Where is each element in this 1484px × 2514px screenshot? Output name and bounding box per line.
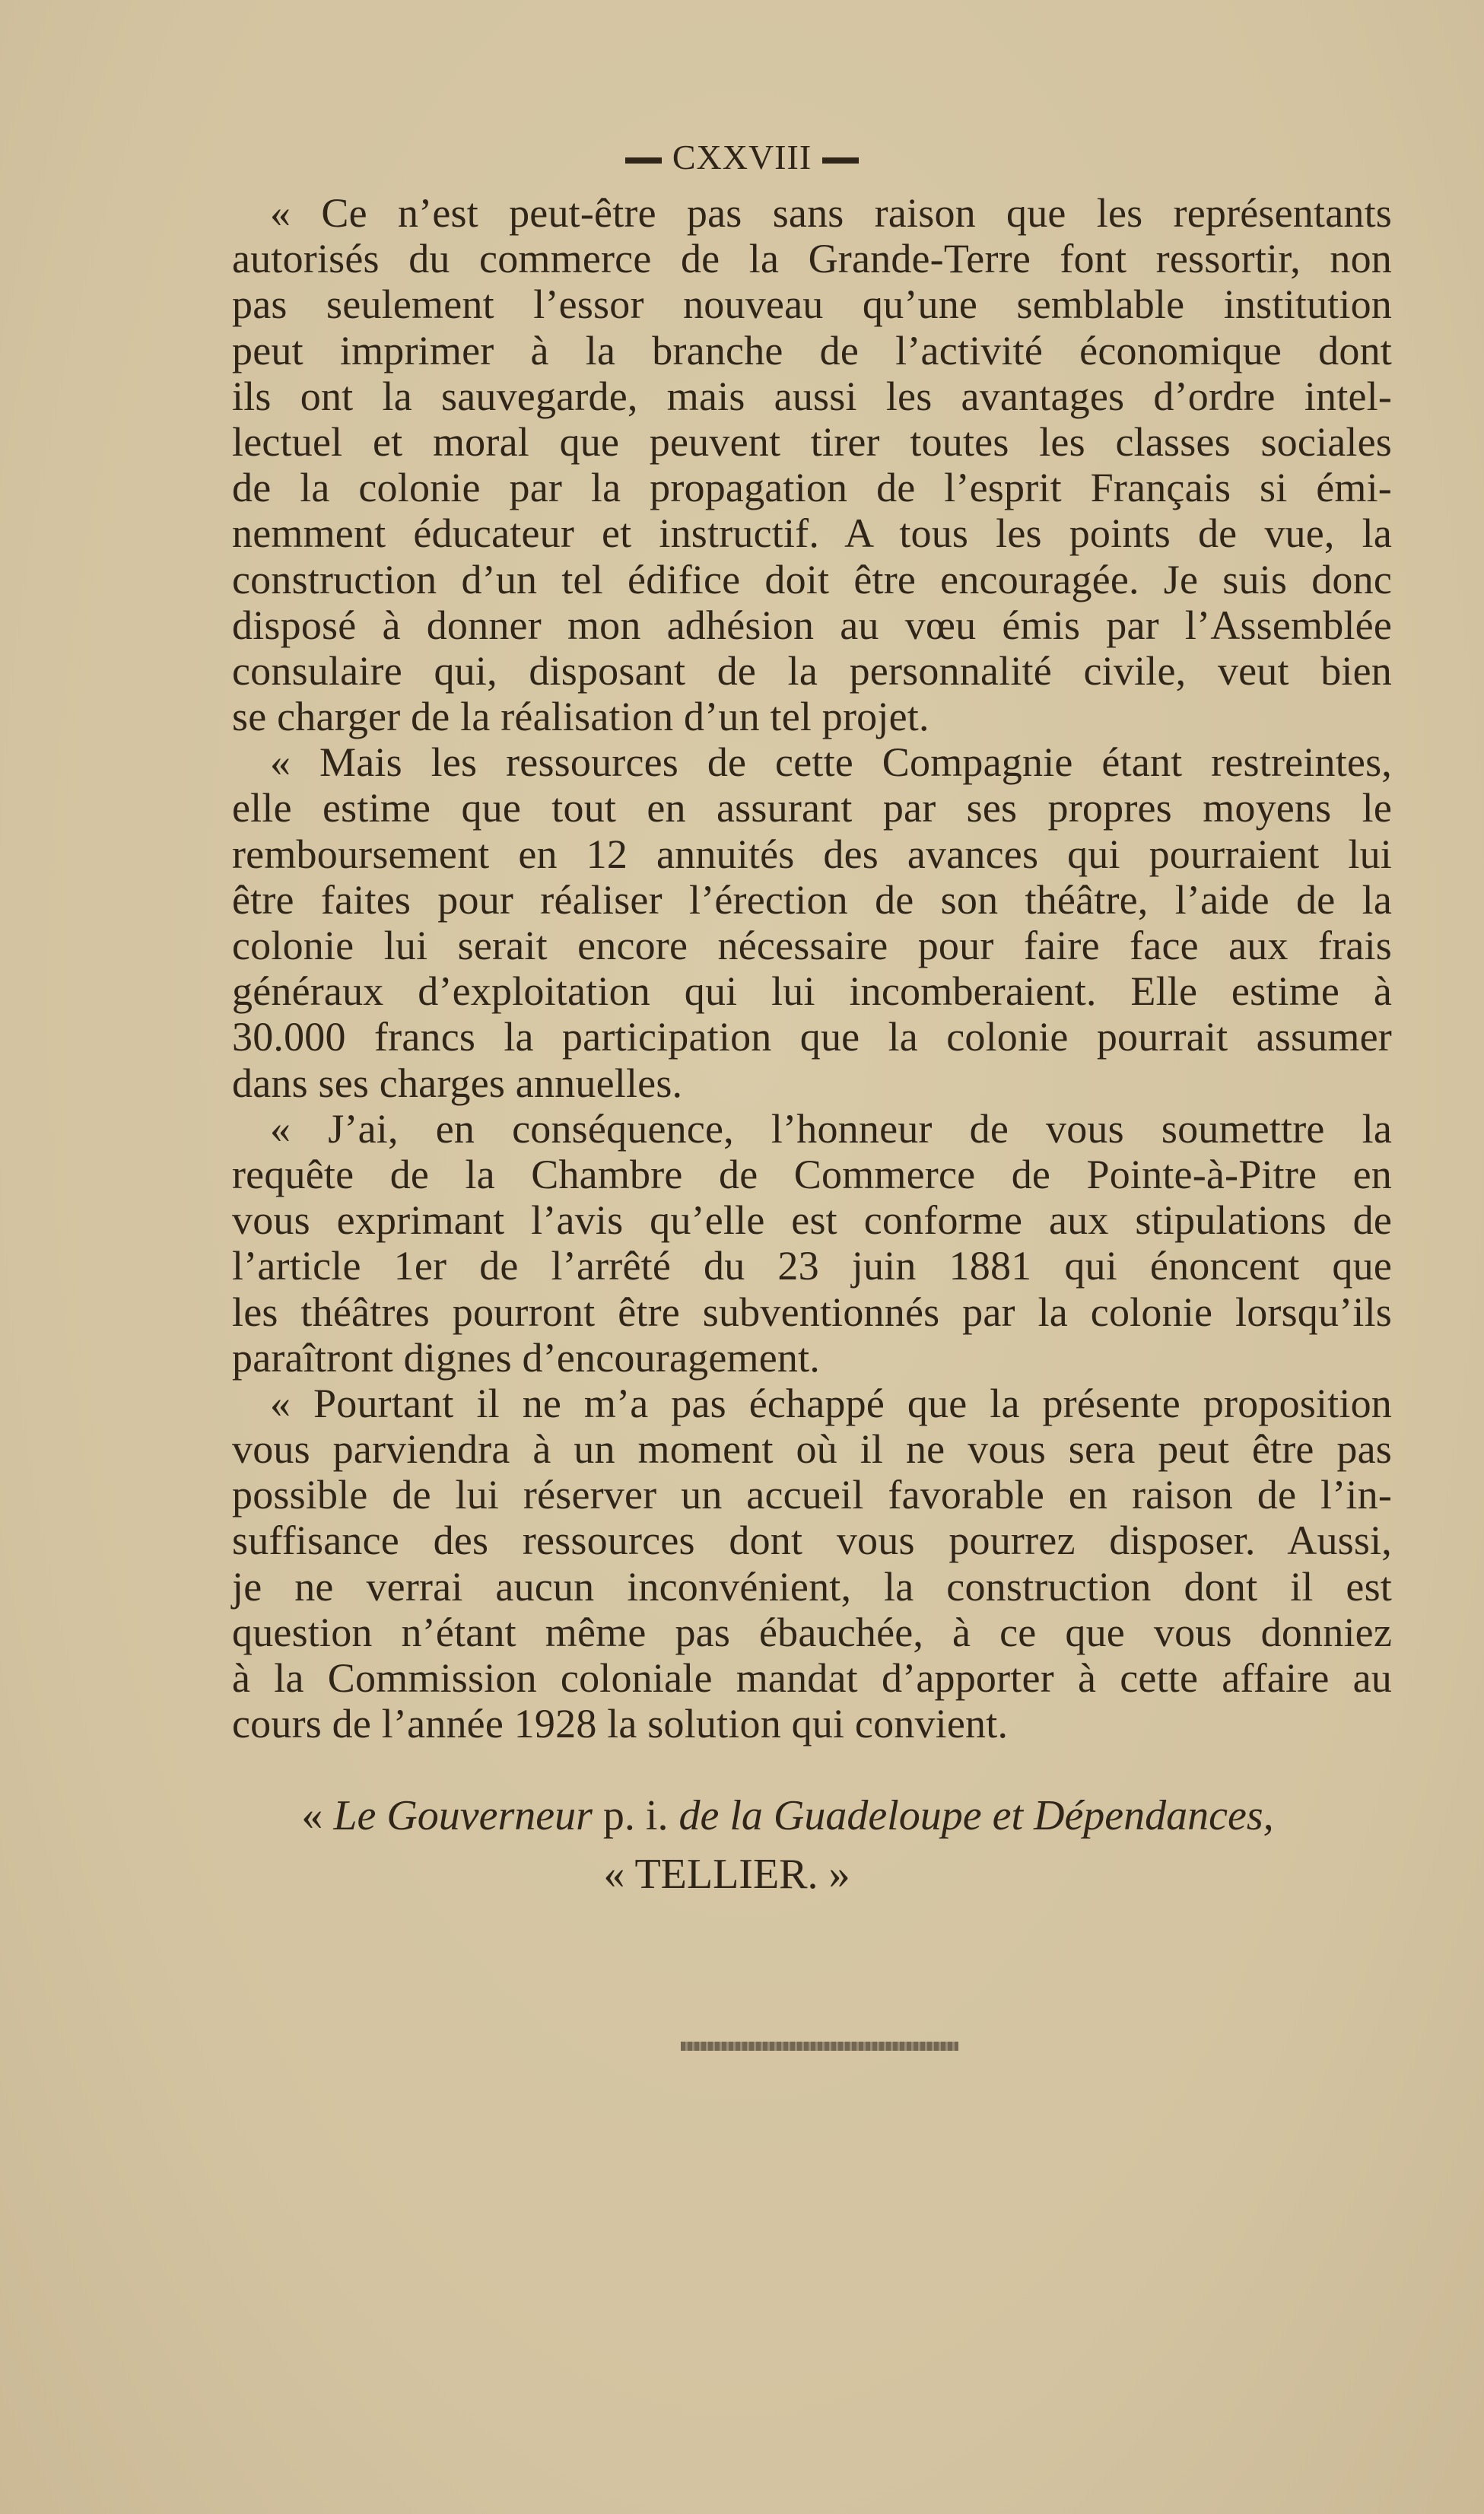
text-line: lectuel et moral que peuvent tirer toutes les classes sociales [232, 418, 1392, 465]
text-line: vous parviendra à un moment où il ne vous sera peut être pas [232, 1426, 1392, 1473]
text-line: vous exprimant l’avis qu’elle est conforme aux stipulations de [232, 1197, 1392, 1244]
letter-body [232, 190, 1392, 1746]
text-line: « Ce n’est peut-être pas sans raison que les représentants [270, 190, 1392, 236]
text-line: paraîtront dignes d’encouragement. [232, 1334, 821, 1381]
text-line: nemment éducateur et instructif. A tous les points de vue, la [232, 510, 1392, 557]
signature-title [46, 1791, 1484, 1840]
text-line: requête de la Chambre de Commerce de Pointe-à-Pitre en [232, 1151, 1392, 1197]
text-line: pas seulement l’essor nouveau qu’une semblable institution [232, 281, 1392, 328]
text-line: remboursement en 12 annuités des avances qui pourraient lui [232, 831, 1392, 877]
text-line: à la Commission coloniale mandat d’apporter à cette affaire au [232, 1655, 1392, 1701]
text-line: consulaire qui, disposant de la personnalité civile, veut bien [232, 647, 1392, 694]
text-line: possible de lui réserver un accueil favorable en raison de l’in- [232, 1472, 1392, 1518]
open-quote: « [301, 1792, 323, 1839]
text-line: cours de l’année 1928 la solution qui convient. [232, 1701, 1009, 1747]
text-line: disposé à donner mon adhésion au vœu émis par l’Assemblée [232, 602, 1392, 648]
signature-title-part1: Le Gouverneur [333, 1792, 593, 1839]
text-line: ils ont la sauvegarde, mais aussi les avantages d’ordre intel- [232, 373, 1392, 419]
page-header [0, 137, 1484, 177]
signature-name: « TELLIER. » [603, 1851, 850, 1898]
text-line: autorisés du commerce de la Grande-Terre font ressortir, non [232, 236, 1392, 282]
page-number: CXXVIII [672, 138, 812, 176]
header-dash-left [625, 157, 662, 164]
text-line: être faites pour réaliser l’érection de son théâtre, l’aide de la [232, 876, 1392, 923]
signature-title-part2: p. i. [602, 1792, 669, 1839]
text-line: « Pourtant il ne m’a pas échappé que la présente proposition [270, 1380, 1392, 1426]
signature-title-part3: de la Guadeloupe et Dépendances, [678, 1792, 1274, 1839]
text-line: peut imprimer à la branche de l’activité économique dont [232, 327, 1392, 373]
text-line: de la colonie par la propagation de l’esprit Français si émi- [232, 465, 1392, 511]
decorative-rule [681, 2042, 958, 2051]
text-line: 30.000 francs la participation que la colonie pourrait assumer [232, 1014, 1392, 1060]
text-line: construction d’un tel édifice doit être encouragée. Je suis donc [232, 556, 1392, 602]
text-line: elle estime que tout en assurant par ses propres moyens le [232, 785, 1392, 831]
text-line: les théâtres pourront être subventionnés par la colonie lorsqu’ils [232, 1289, 1392, 1335]
text-line: dans ses charges annuelles. [232, 1060, 683, 1106]
text-line: question n’étant même pas ébauchée, à ce que vous donniez [232, 1609, 1392, 1655]
text-line: « J’ai, en conséquence, l’honneur de vous soumettre la [270, 1105, 1392, 1152]
header-dash-right [822, 157, 859, 164]
text-line: généraux d’exploitation qui lui incomberaient. Elle estime à [232, 968, 1392, 1015]
text-line: l’article 1er de l’arrêté du 23 juin 1881 qui énoncent que [232, 1243, 1392, 1289]
text-line: je ne verrai aucun inconvénient, la construction dont il est [232, 1563, 1392, 1610]
text-line: suffisance des ressources dont vous pourrez disposer. Aussi, [232, 1518, 1392, 1564]
text-line: se charger de la réalisation d’un tel projet. [232, 694, 929, 740]
text-line: colonie lui serait encore nécessaire pour faire face aux frais [232, 923, 1392, 968]
text-line: « Mais les ressources de cette Compagnie étant restreintes, [270, 739, 1392, 786]
